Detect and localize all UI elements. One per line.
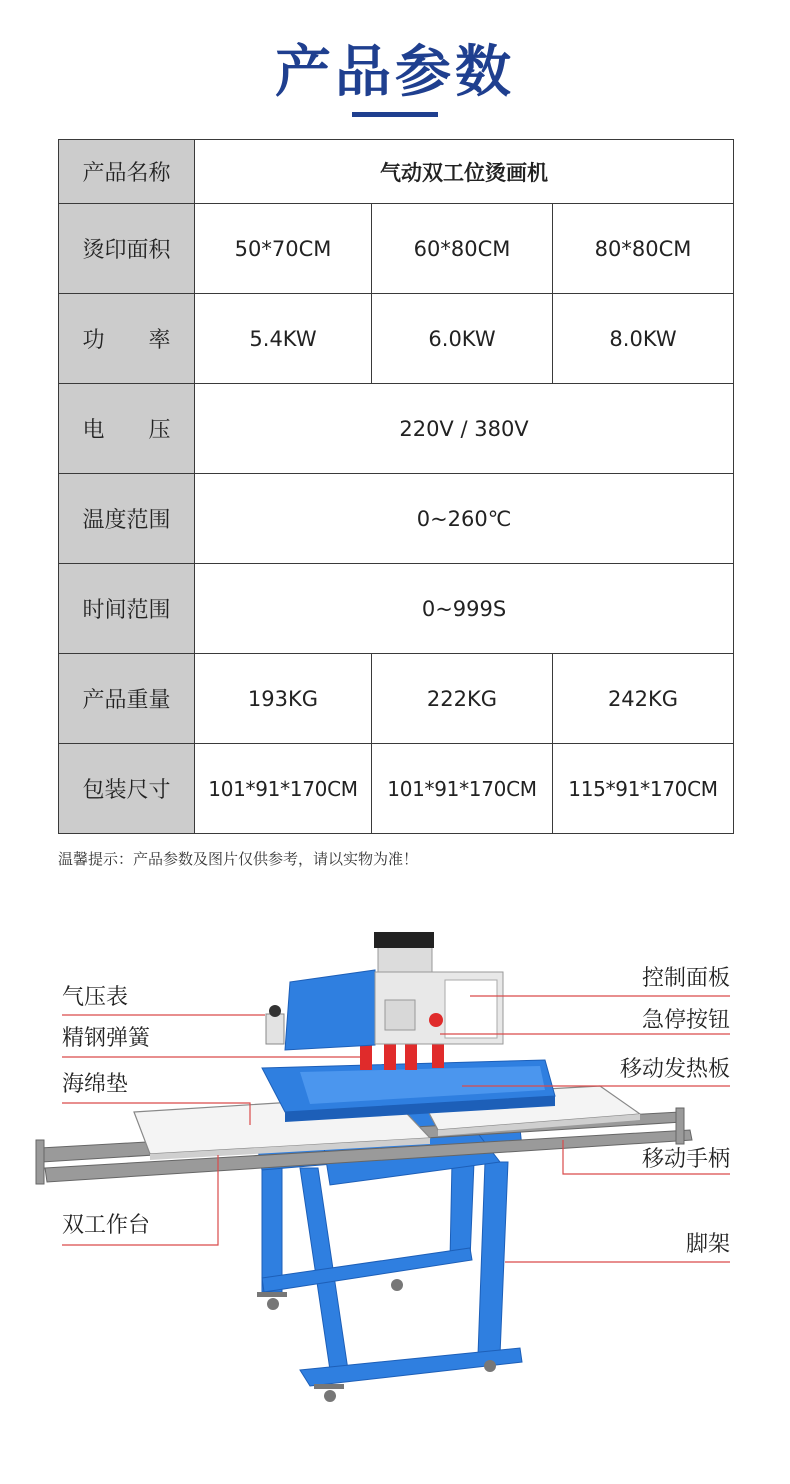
callout-dual-table: 双工作台 bbox=[62, 1213, 151, 1238]
spec-table bbox=[58, 139, 734, 834]
label-power: 功 率 bbox=[59, 294, 195, 384]
label-product-name: 产品名称 bbox=[59, 140, 195, 204]
callout-moving-heat-plate: 移动发热板 bbox=[619, 1057, 730, 1082]
value-print-area-3: 80*80CM bbox=[553, 204, 734, 294]
press-head bbox=[285, 970, 503, 1050]
value-voltage: 220V / 380V bbox=[195, 384, 734, 474]
callout-emergency-stop: 急停按钮 bbox=[641, 1008, 730, 1033]
row-power bbox=[59, 294, 734, 384]
title-underline bbox=[352, 112, 438, 117]
value-power-3: 8.0KW bbox=[553, 294, 734, 384]
row-time bbox=[59, 564, 734, 654]
value-package-size-2: 101*91*170CM bbox=[372, 744, 553, 834]
disclaimer-note: 温馨提示：产品参数及图片仅供参考，请以实物为准！ bbox=[58, 850, 419, 868]
callout-sponge-pad: 海绵垫 bbox=[62, 1072, 129, 1097]
label-voltage: 电 压 bbox=[59, 384, 195, 474]
value-time: 0~999S bbox=[195, 564, 734, 654]
pressure-gauge bbox=[266, 1005, 284, 1044]
stand-feet bbox=[257, 1279, 496, 1402]
callout-moving-handle: 移动手柄 bbox=[641, 1147, 730, 1172]
label-temperature: 温度范围 bbox=[59, 474, 195, 564]
value-weight-3: 242KG bbox=[553, 654, 734, 744]
value-temperature: 0~260℃ bbox=[195, 474, 734, 564]
callout-steel-spring: 精钢弹簧 bbox=[62, 1026, 151, 1051]
value-power-1: 5.4KW bbox=[195, 294, 372, 384]
label-time: 时间范围 bbox=[59, 564, 195, 654]
value-package-size-1: 101*91*170CM bbox=[195, 744, 372, 834]
value-print-area-2: 60*80CM bbox=[372, 204, 553, 294]
value-weight-1: 193KG bbox=[195, 654, 372, 744]
air-cylinder bbox=[374, 932, 434, 972]
callout-pressure-gauge: 气压表 bbox=[62, 985, 129, 1010]
label-package-size: 包装尺寸 bbox=[59, 744, 195, 834]
callout-stand: 脚架 bbox=[685, 1232, 730, 1257]
row-package-size bbox=[59, 744, 734, 834]
page-title: 产品参数 bbox=[275, 40, 515, 105]
row-print-area bbox=[59, 204, 734, 294]
row-temperature bbox=[59, 474, 734, 564]
value-power-2: 6.0KW bbox=[372, 294, 553, 384]
value-weight-2: 222KG bbox=[372, 654, 553, 744]
value-package-size-3: 115*91*170CM bbox=[553, 744, 734, 834]
callout-control-panel: 控制面板 bbox=[641, 966, 730, 991]
value-product-name: 气动双工位烫画机 bbox=[195, 140, 734, 204]
label-print-area: 烫印面积 bbox=[59, 204, 195, 294]
value-print-area-1: 50*70CM bbox=[195, 204, 372, 294]
row-product-name bbox=[59, 140, 734, 204]
label-weight: 产品重量 bbox=[59, 654, 195, 744]
row-weight bbox=[59, 654, 734, 744]
row-voltage bbox=[59, 384, 734, 474]
